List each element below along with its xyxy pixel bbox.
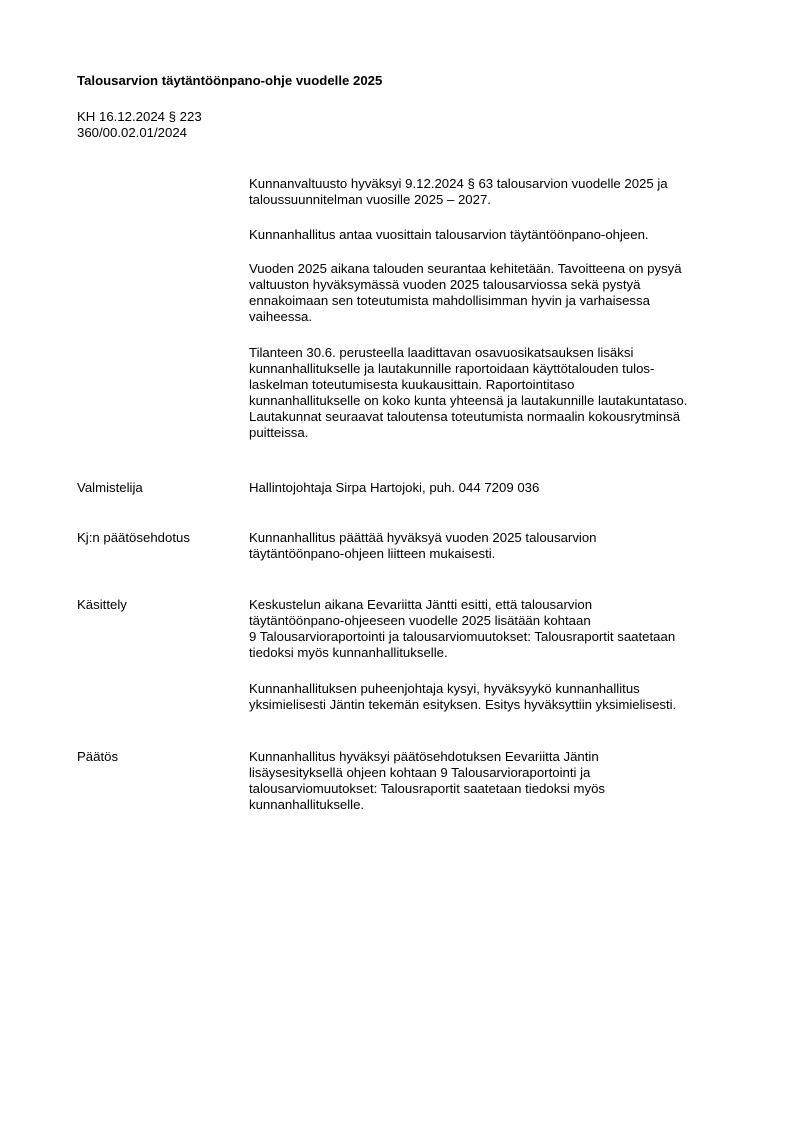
record-number: 360/00.02.01/2024 (77, 125, 188, 140)
proposal-text: Kunnanhallitus päättää hyväksyä vuoden 2025 talousarvion täytäntöönpano-ohjeen liitteen mukaisesti. (249, 530, 597, 561)
proposal-label: Kj:n päätösehdotus (77, 530, 190, 545)
valmistelija-label: Valmistelija (77, 480, 143, 495)
handling-paragraph: Keskustelun aikana Eevariitta Jäntti esitti, että talousarvion täytäntöönpano-ohjeeseen vuodelle 2025 lisätään kohtaan 9 Talousarvioraportointi ja talousarviomuutokset: Talousraportit saatetaan tiedoksi myös kunnanhallitukselle. (249, 597, 676, 660)
intro-paragraph: Tilanteen 30.6. perusteella laadittavan osavuosikatsauksen lisäksi kunnanhallitukselle ja lautakunnille raportoidaan käyttötalouden tulos- laskelman toteutumisesta kuukausittain. Raportointitaso kunnanhallitukselle on koko kunta yhteensä ja lautakunnille lautakuntataso. Lautakunnat seuraavat taloutensa toteutumista normaalin kokousrytminsä puitteissa. (249, 345, 688, 440)
handling-paragraph: Kunnanhallituksen puheenjohtaja kysyi, hyväksyykö kunnanhallitus yksimielisesti Jäntin tekemän esityksen. Esitys hyväksyttiin yksimielisesti. (249, 681, 677, 712)
valmistelija-text: Hallintojohtaja Sirpa Hartojoki, puh. 044 7209 036 (249, 480, 540, 495)
document-title: Talousarvion täytäntöönpano-ohje vuodelle 2025 (77, 73, 383, 88)
handling-label: Käsittely (77, 597, 127, 612)
intro-paragraph: Kunnanhallitus antaa vuosittain talousarvion täytäntöönpano-ohjeen. (249, 227, 649, 242)
intro-paragraph: Vuoden 2025 aikana talouden seurantaa kehitetään. Tavoitteena on pysyä valtuuston hyväksymässä vuoden 2025 talousarviossa sekä pystyä ennakoimaan sen toteutumista mahdollisimman hyvin ja varhaisessa vaiheessa. (249, 261, 682, 324)
decision-label: Päätös (77, 749, 119, 764)
document-meta (77, 109, 202, 141)
decision-text: Kunnanhallitus hyväksyi päätösehdotuksen Eevariitta Jäntin lisäysesityksellä ohjeen kohtaan 9 Talousarvioraportointi ja talousarviomuutokset: Talousraportit saatetaan tiedoksi myös kunnanhallitukselle. (249, 749, 606, 812)
intro-paragraph: Kunnanvaltuusto hyväksyi 9.12.2024 § 63 talousarvion vuodelle 2025 ja taloussuunnitelman vuosille 2025 – 2027. (249, 176, 668, 207)
meeting-reference: KH 16.12.2024 § 223 (77, 109, 202, 124)
